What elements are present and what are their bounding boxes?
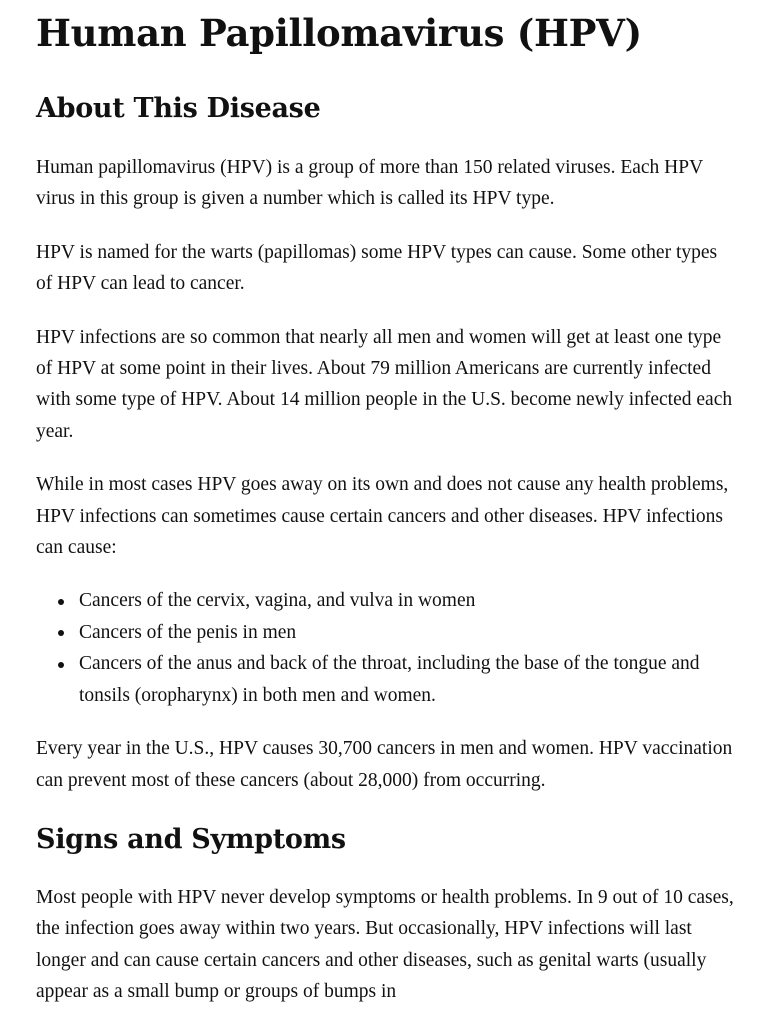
document-page <box>36 0 736 1008</box>
signs-paragraph-1: Most people with HPV never develop symptoms or health problems. In 9 out of 10 cases, the infection goes away within two years. But occasionally, HPV infections will last longer and can cause certain cancers and other diseases, such as genital warts (usually appear as a small bump or groups of bumps in <box>36 886 734 1003</box>
list-item <box>79 617 736 648</box>
list-item <box>79 585 736 616</box>
section-heading-about: About This Disease <box>36 93 321 124</box>
cancer-list <box>36 585 736 711</box>
bullet-icon <box>56 617 66 648</box>
about-paragraph-2: HPV is named for the warts (papillomas) some HPV types can cause. Some other types of HPV can lead to cancer. <box>36 241 718 295</box>
list-item-text: Cancers of the anus and back of the throat, including the base of the tongue and tonsils (oropharynx) in both men and women. <box>79 653 700 706</box>
list-item <box>79 648 736 711</box>
list-item-text: Cancers of the cervix, vagina, and vulva in women <box>79 590 476 612</box>
page-title: Human Papillomavirus (HPV) <box>36 11 642 55</box>
section-heading-signs: Signs and Symptoms <box>36 823 346 855</box>
about-paragraph-5: Every year in the U.S., HPV causes 30,700 cancers in men and women. HPV vaccination can prevent most of these cancers (about 28,000) from occurring. <box>36 738 733 791</box>
about-paragraph-3: HPV infections are so common that nearly all men and women will get at least one type of HPV at some point in their lives. About 79 million Americans are currently infected with some type of HPV. About 14 million people in the U.S. become newly infected each year. <box>36 326 733 442</box>
about-paragraph-4: While in most cases HPV goes away on its own and does not cause any health problems, HPV infections can sometimes cause certain cancers and other diseases. HPV infections can cause: <box>36 474 729 559</box>
about-paragraph-1: Human papillomavirus (HPV) is a group of more than 150 related viruses. Each HPV virus in this group is given a number which is called its HPV type. <box>36 157 703 210</box>
bullet-icon <box>56 648 66 679</box>
list-item-text: Cancers of the penis in men <box>79 621 297 643</box>
bullet-icon <box>56 585 66 616</box>
